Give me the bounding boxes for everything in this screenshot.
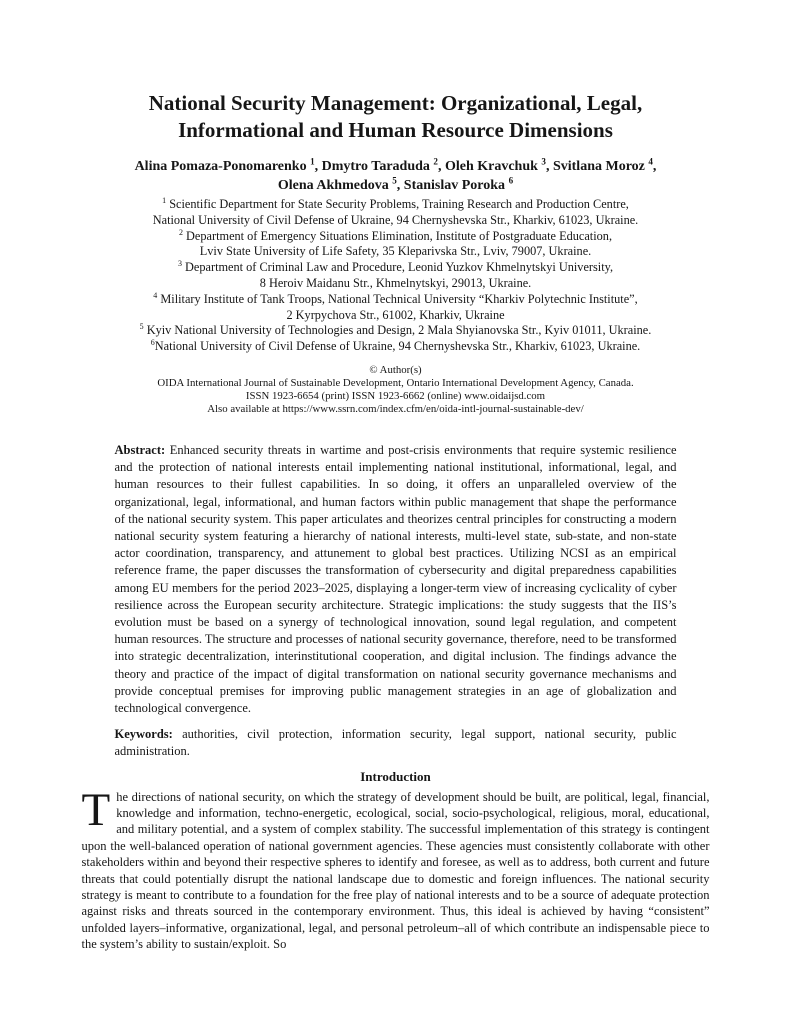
affiliation-superscript: 4	[153, 290, 158, 300]
affiliation-line: National University of Civil Defense of Ukraine, 94 Chernyshevska Str., Kharkiv, 61023, Ukraine.	[152, 212, 639, 227]
affiliation-line: $^5$ Kyiv National University of Technologies and Design, 2 Mala Shyianovska Str., Kyiv 01011, Ukraine.	[139, 322, 652, 338]
imprint-journal: OIDA International Journal of Sustainable Development, Ontario International Development Agency, Canada.	[157, 376, 634, 389]
paper-title-line-2: Informational and Human Resource Dimensions	[178, 118, 613, 142]
author-superscript: 1	[310, 156, 315, 167]
affiliation-line: Lviv State University of Life Safety, 35 Kleparivska Str., Lviv, 79007, Ukraine.	[199, 244, 592, 259]
paper-title	[60, 90, 731, 144]
introduction-paragraph	[81, 783, 710, 953]
authors-line: Olena Akhmedova $^5$, Stanislav Poroka $^6$	[277, 175, 514, 193]
affiliation-line: $^2$ Department of Emergency Situations Elimination, Institute of Postgraduate Education,	[178, 227, 613, 243]
affiliation-superscript: 5	[139, 322, 144, 332]
abstract-label: Abstract:	[114, 442, 166, 457]
affiliation-superscript: 2	[178, 227, 183, 237]
authors-line: Alina Pomaza-Ponomarenko $^1$, Dmytro Taraduda $^2$, Oleh Kravchuk $^3$, Svitlana Moroz $^4$,	[134, 156, 657, 174]
affiliation-superscript: 3	[177, 259, 182, 269]
author-superscript: 6	[508, 175, 514, 186]
imprint-issn: ISSN 1923-6654 (print) ISSN 1923-6662 (online) www.oidaijsd.com	[245, 389, 546, 402]
affiliation-line: $^6$National University of Civil Defense of Ukraine, 94 Chernyshevska Str., Kharkiv, 61023, Ukraine.	[150, 338, 641, 354]
author-superscript: 3	[541, 156, 546, 167]
affiliation-line: $^4$ Military Institute of Tank Troops, National Technical University “Kharkiv Polytechnic Institute”,	[153, 290, 638, 306]
section-heading-introduction: Introduction	[360, 768, 431, 784]
paper-title-line-1: National Security Management: Organizational, Legal,	[148, 91, 643, 115]
affiliation-superscript: 6	[150, 338, 155, 348]
author-superscript: 5	[392, 175, 397, 186]
authors	[80, 157, 711, 195]
affiliation-line: 2 Kyrpychova Str., 61002, Kharkiv, Ukraine	[286, 307, 505, 322]
keywords-label: Keywords:	[114, 727, 173, 742]
affiliation-line: 8 Heroiv Maidanu Str., Khmelnytskyi, 29013, Ukraine.	[259, 275, 532, 290]
paper-body	[0, 442, 791, 953]
imprint	[0, 364, 791, 416]
abstract-paragraph	[115, 442, 677, 717]
introduction-text: he directions of national security, on which the strategy of development should be built, are political, legal, financial, knowledge and information, techno-energetic, ecological, social, socio-psychological, religious, moral, educational, and military potential, and a system of complex stability. The successful implementation of this strategy is contingent upon the well-balanced operation of national government agencies. These agencies must consistently collaborate with other stakeholders within and beyond their respective spheres to identify and foresee, as well as to address, both current and future threats that could potentially disrupt the national landscape due to domestic and foreign influences. The national security strategy is meant to contribute to a foundation for the free play of national interests and to be a source of adequate protection against risks and threats sourced in the contemporary environment. Thus, this ideal is achieved by having “consistent” unfolded layers–informative, organizational, legal, and personal petroleum–all of which contribute an indispensable piece to the system’s ability to sustain/exploit. So	[81, 789, 710, 952]
dropcap-letter: T	[81, 783, 111, 836]
affiliation-superscript: 1	[162, 195, 167, 205]
abstract-text: Enhanced security threats in wartime and post-crisis environments that require systemic resilience and the protection of national interests entail implementing national institutional, informational, legal, and human resources to their fullest capabilities. In so doing, it offers an unparalleled overview of the organizational, legal, informational, and human factors within public management that shape the performance of the national security system. This paper articulates and theorizes central principles for constructing a modern national security system featuring a hierarchy of national interests, multi-level state, sub-state, and non-state actor coordination, transparency, and attunement to global best practices. Utilizing NCSI as an empirical reference frame, the paper discusses the transformation of cybersecurity and digital preparedness capabilities among EU members for the period 2023–2025, displaying a longer-term view of increasing cyclicality of cyber resilience across the European security architecture. Strategic implications: the study suggests that the IIS’s evolution must be based on a synergy of technological innovation, sound legal regulation, and competent human resources. The structure and processes of national security governance, therefore, need to be transformed into strategic decentralization, interinstitutional cooperation, and digital inclusion. The findings advance the theory and practice of the impact of digital transformation on national security governance mechanisms and provide conceptual premises for improving public management strategies in an age of globalization and technological convergence.	[114, 442, 677, 716]
keywords-paragraph	[115, 726, 677, 760]
keywords-text: authorities, civil protection, information security, legal support, national security, public administration.	[114, 727, 677, 759]
imprint-availability: Also available at https://www.ssrn.com/index.cfm/en/oida-intl-journal-sustainable-dev/	[207, 402, 584, 415]
imprint-copyright: © Author(s)	[369, 363, 422, 376]
affiliations	[60, 197, 731, 355]
affiliation-line: $^1$ Scientific Department for State Security Problems, Training Research and Production Centre,	[162, 195, 629, 211]
affiliation-line: $^3$ Department of Criminal Law and Procedure, Leonid Yuzkov Khmelnytskyi University,	[177, 259, 614, 275]
author-superscript: 2	[433, 156, 438, 167]
author-superscript: 4	[648, 156, 653, 167]
